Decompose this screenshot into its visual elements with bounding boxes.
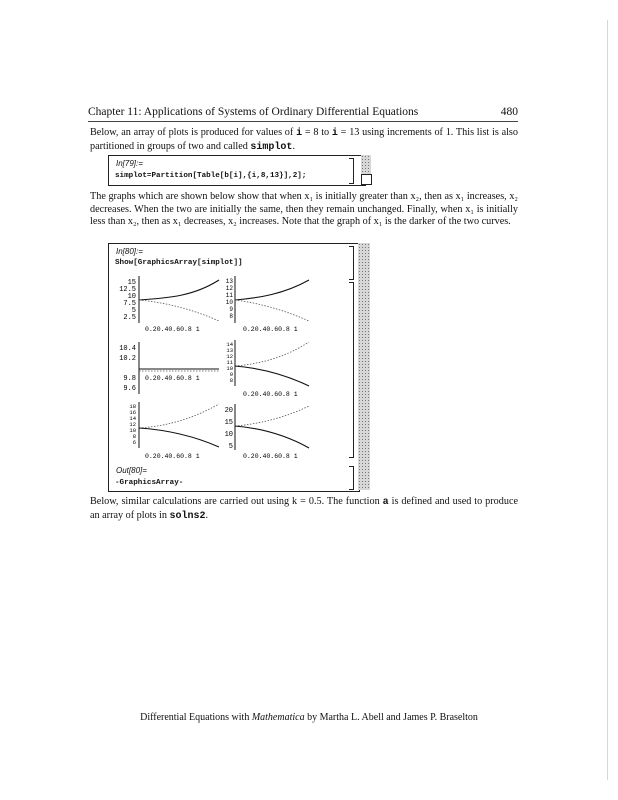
plot-5 bbox=[129, 402, 219, 460]
input-code: simplot=Partition[Table[b[i],{i,8,13}],2]; bbox=[115, 172, 307, 180]
book-title: Mathematica bbox=[251, 712, 305, 723]
plot-6-x1-curve bbox=[235, 426, 309, 448]
plot-2-x2-curve bbox=[235, 300, 309, 321]
plot-5-ytick: 16 bbox=[129, 409, 136, 416]
out-label: Out[80]= bbox=[116, 466, 147, 475]
plot-3 bbox=[119, 342, 219, 394]
plot-4-ytick: 12 bbox=[226, 353, 233, 360]
text: = 8 to bbox=[302, 127, 332, 138]
text: Differential Equations with bbox=[140, 712, 252, 723]
scrollbar-track[interactable] bbox=[358, 243, 370, 490]
plot-4-ytick: 8 bbox=[229, 377, 233, 384]
plot-6-ytick: 15 bbox=[224, 419, 233, 427]
show-code: Show[GraphicsArray[simplot]] bbox=[115, 259, 243, 267]
scrollbar-box[interactable] bbox=[361, 174, 372, 185]
code-i: i bbox=[296, 128, 303, 139]
text: . bbox=[292, 140, 295, 152]
text: Below, similar calculations are carried out using k = 0.5. The function bbox=[90, 496, 383, 507]
cell-bracket[interactable] bbox=[349, 158, 354, 184]
text: by Martha L. Abell and James P. Braselton bbox=[304, 712, 478, 723]
scrollbar-track[interactable] bbox=[361, 155, 371, 174]
plot-6-x2-curve bbox=[235, 406, 309, 426]
plot-6-xticks: 0.20.40.60.8 1 bbox=[243, 453, 298, 460]
plot-5-ytick: 12 bbox=[129, 421, 136, 428]
plot-6-ytick: 20 bbox=[224, 407, 233, 415]
plot-4-ytick: 9 bbox=[229, 371, 233, 378]
input-cell-bracket[interactable] bbox=[349, 246, 354, 280]
plot-5-ytick: 10 bbox=[129, 427, 136, 434]
plot-5-ytick: 14 bbox=[129, 415, 136, 422]
header-rule bbox=[88, 121, 518, 122]
plot-4-x1-curve bbox=[235, 366, 309, 386]
plot-5-x1-curve bbox=[139, 428, 219, 447]
graphics-cell-bracket[interactable] bbox=[349, 282, 354, 458]
plot-2-ytick: 8 bbox=[229, 313, 233, 320]
plot-1-ytick: 10 bbox=[127, 293, 136, 301]
input-label: In[79]:= bbox=[116, 159, 143, 168]
plot-1-ytick: 2.5 bbox=[123, 314, 136, 322]
plot-4-x2-curve bbox=[235, 342, 309, 366]
plot-3-xticks: 0.20.40.60.8 1 bbox=[145, 375, 200, 382]
plot-4 bbox=[226, 340, 309, 398]
running-header bbox=[88, 106, 518, 118]
plot-2-x1-curve bbox=[235, 280, 309, 300]
page-footer bbox=[0, 712, 618, 723]
plot-4-ytick: 14 bbox=[226, 341, 233, 348]
notebook-graphics-cell[interactable] bbox=[108, 243, 360, 492]
intro-paragraph bbox=[90, 127, 518, 154]
plot-1-ytick: 7.5 bbox=[123, 300, 136, 308]
text: = 13 using increments of 1. This list is also partitioned in groups of two and called bbox=[90, 127, 518, 152]
plot-1 bbox=[119, 276, 219, 333]
plot-6-ytick: 10 bbox=[224, 431, 233, 439]
plot-3-ytick: 9.8 bbox=[123, 375, 136, 383]
plot-6-ytick: 5 bbox=[228, 443, 233, 451]
plot-1-x2-curve bbox=[139, 300, 219, 321]
followup-paragraph bbox=[90, 496, 518, 523]
plot-2-ytick: 12 bbox=[225, 285, 233, 292]
plot-2-ytick: 11 bbox=[225, 292, 233, 299]
plot-2-xticks: 0.20.40.60.8 1 bbox=[243, 326, 298, 333]
plot-5-ytick: 6 bbox=[132, 439, 136, 446]
code-i: i bbox=[331, 128, 338, 139]
plot-2-ytick: 9 bbox=[229, 306, 233, 313]
code-a: a bbox=[382, 497, 389, 508]
text: is defined and used to produce an array of plots in bbox=[90, 496, 518, 521]
plot-3-ytick: 10.2 bbox=[119, 355, 136, 363]
chapter-title: Chapter 11: Applications of Systems of Ordinary Differential Equations bbox=[88, 106, 419, 118]
plot-2-ytick: 10 bbox=[225, 299, 233, 306]
plot-4-xticks: 0.20.40.60.8 1 bbox=[243, 391, 298, 398]
plot-1-x1-curve bbox=[139, 280, 219, 300]
plot-1-ytick: 15 bbox=[127, 279, 136, 287]
output-value: -GraphicsArray- bbox=[115, 479, 184, 487]
code-solns2: solns2 bbox=[169, 510, 206, 522]
plot-3-ytick: 10.4 bbox=[119, 345, 136, 353]
plot-6 bbox=[225, 404, 309, 460]
plot-5-ytick: 18 bbox=[129, 403, 136, 410]
plot-4-ytick: 11 bbox=[226, 359, 233, 366]
plot-2 bbox=[226, 276, 309, 333]
plot-5-xticks: 0.20.40.60.8 1 bbox=[145, 453, 200, 460]
plot-1-xticks: 0.20.40.60.8 1 bbox=[145, 326, 200, 333]
plot-1-ytick: 5 bbox=[131, 307, 136, 315]
text: . bbox=[205, 509, 209, 521]
code-simplot: simplot bbox=[250, 141, 293, 153]
plot-2-ytick: 13 bbox=[225, 278, 233, 285]
graphics-array bbox=[109, 266, 357, 466]
text: Below, an array of plots is produced for values of bbox=[90, 127, 297, 138]
page-edge-line bbox=[607, 20, 608, 780]
explanation-paragraph: The graphs which are shown below show that when x₁ is initially greater than x₂, then as x₁ increases, x₂ decreases. When the two are initially the same, then they remain unchanged. Finally, when x₁ is initially less than x₂, then as x₁ decreases, x₂ increases. Note that the graph of x₁ is the darker of the two curves. bbox=[90, 191, 518, 228]
output-cell-bracket[interactable] bbox=[349, 466, 354, 490]
plot-5-x2-curve bbox=[139, 404, 219, 428]
in-label: In[80]:= bbox=[116, 247, 143, 256]
plot-4-ytick: 10 bbox=[226, 365, 233, 372]
plot-3-ytick: 9.6 bbox=[123, 385, 136, 393]
notebook-input-cell[interactable] bbox=[108, 155, 366, 186]
plot-5-ytick: 8 bbox=[132, 433, 136, 440]
plot-4-ytick: 13 bbox=[226, 347, 233, 354]
page-number: 480 bbox=[500, 106, 518, 118]
plot-1-ytick: 12.5 bbox=[119, 286, 136, 294]
